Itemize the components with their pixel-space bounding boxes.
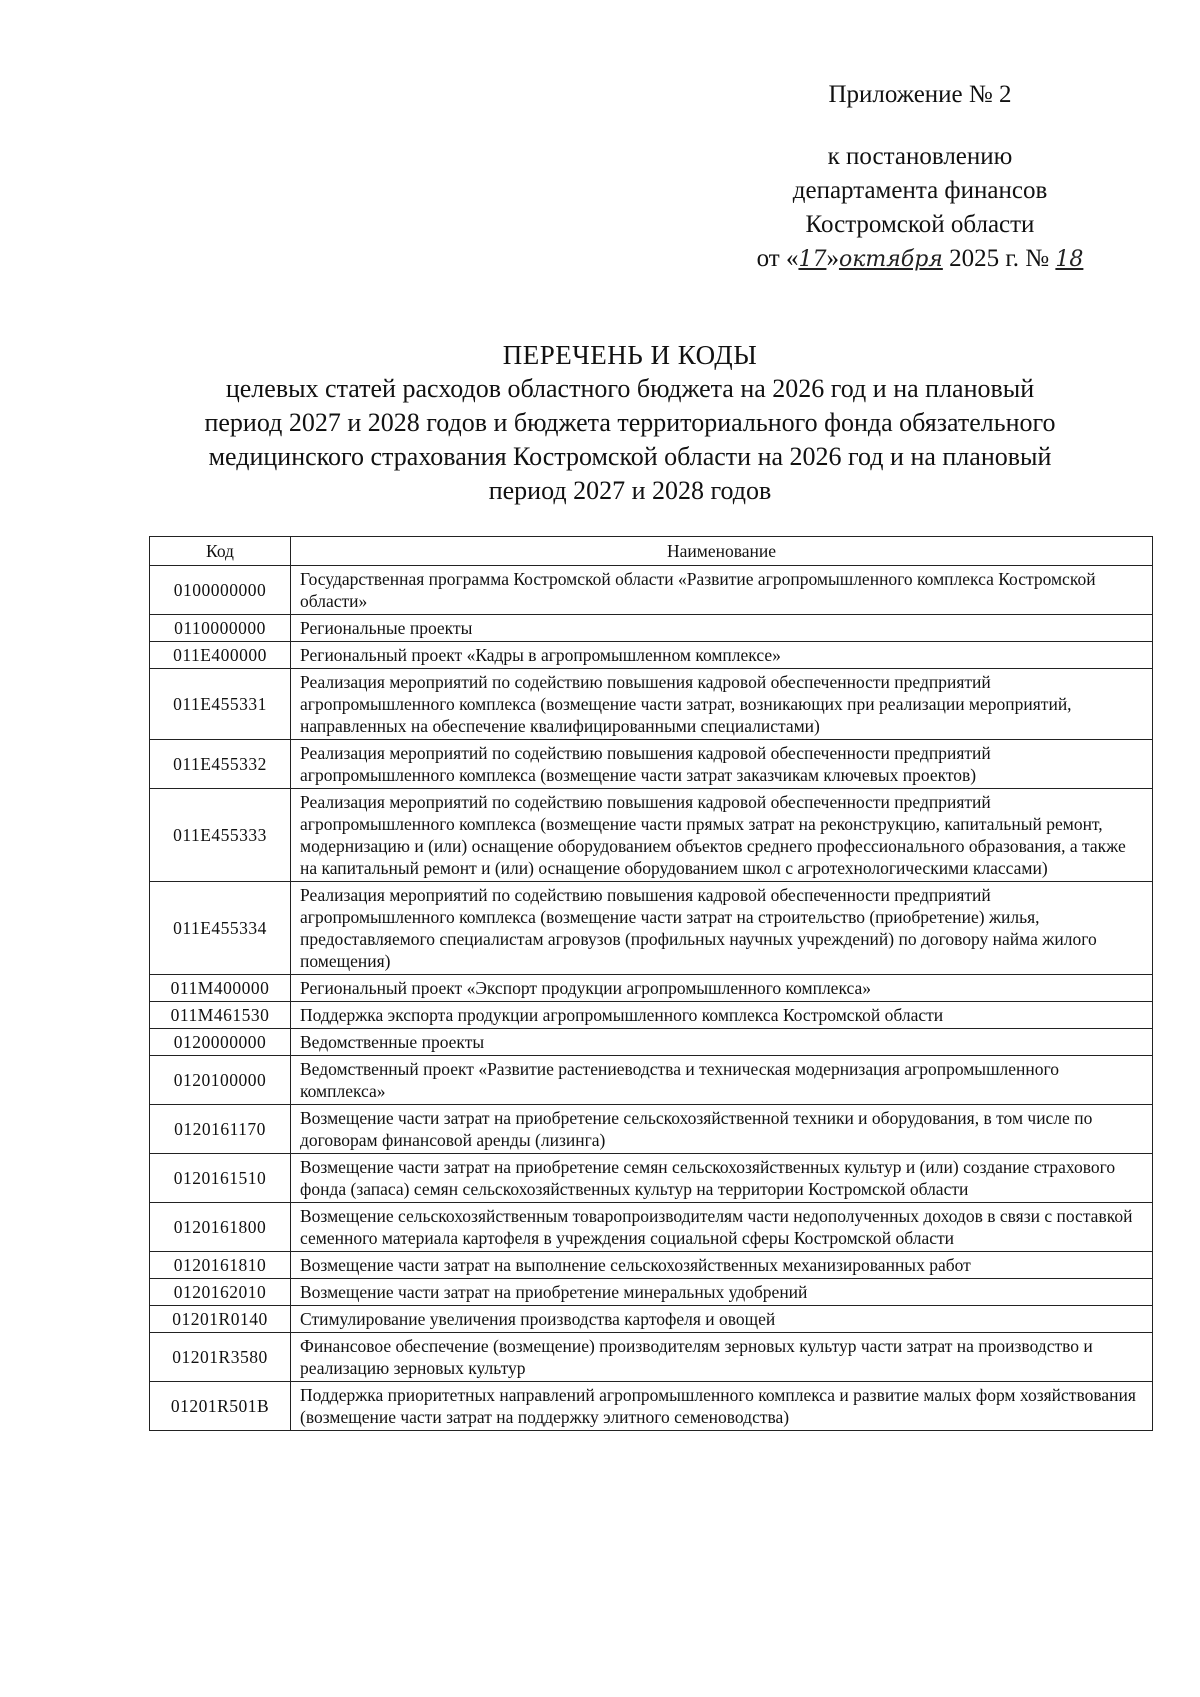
row-name: Реализация мероприятий по содействию повышения кадровой обеспеченности предприятий агропромышленного комплекса (возмещение части затрат заказчикам ключевых проектов)	[291, 740, 1153, 789]
date-year: 2025 г. №	[942, 245, 1056, 272]
appendix-line-1: к постановлению	[827, 143, 1013, 170]
table-row	[150, 1105, 1153, 1154]
table-row	[150, 615, 1153, 642]
row-name: Региональный проект «Кадры в агропромышленном комплексе»	[291, 642, 1153, 669]
row-name: Поддержка экспорта продукции агропромышленного комплекса Костромской области	[291, 1002, 1153, 1029]
date-mid: »	[826, 245, 839, 272]
row-code: 0120161170	[150, 1105, 291, 1154]
table-row	[150, 642, 1153, 669]
table-row	[150, 1382, 1153, 1431]
row-name: Реализация мероприятий по содействию повышения кадровой обеспеченности предприятий агропромышленного комплекса (возмещение части затрат, возникающих при реализации мероприятий, направленных на обеспечение квалифицированными специалистами)	[291, 669, 1153, 740]
handwritten-day: 17	[798, 247, 827, 272]
row-code: 011E455333	[150, 789, 291, 882]
row-code: 0120161510	[150, 1154, 291, 1203]
row-name: Реализация мероприятий по содействию повышения кадровой обеспеченности предприятий агропромышленного комплекса (возмещение части затрат на строительство (приобретение) жилья, предоставляемого специалистам агровузов (профильных научных учреждений) по договору найма жилого помещения)	[291, 882, 1153, 975]
subtitle-line-2: период 2027 и 2028 годов и бюджета территориального фонда обязательного	[204, 408, 1056, 437]
row-name: Возмещение части затрат на приобретение минеральных удобрений	[291, 1279, 1153, 1306]
table-row	[150, 566, 1153, 615]
row-code: 0110000000	[150, 615, 291, 642]
handwritten-number: 18	[1055, 247, 1084, 272]
row-name: Региональные проекты	[291, 615, 1153, 642]
appendix-block	[720, 78, 1120, 277]
appendix-line-3: Костромской области	[805, 211, 1035, 238]
row-name: Стимулирование увеличения производства картофеля и овощей	[291, 1306, 1153, 1333]
row-name: Ведомственные проекты	[291, 1029, 1153, 1056]
codes-table	[149, 536, 1153, 1431]
row-name: Региональный проект «Экспорт продукции агропромышленного комплекса»	[291, 975, 1153, 1002]
table-header-row	[150, 537, 1153, 566]
table-row	[150, 740, 1153, 789]
row-name: Государственная программа Костромской области «Развитие агропромышленного комплекса Костромской области»	[291, 566, 1153, 615]
table-row	[150, 1333, 1153, 1382]
row-code: 011M400000	[150, 975, 291, 1002]
row-code: 011E455334	[150, 882, 291, 975]
table-row	[150, 975, 1153, 1002]
row-code: 01201R3580	[150, 1333, 291, 1382]
row-code: 0120100000	[150, 1056, 291, 1105]
subtitle-line-1: целевых статей расходов областного бюджета на 2026 год и на плановый	[225, 374, 1035, 403]
subtitle-line-4: период 2027 и 2028 годов	[488, 476, 772, 505]
row-code: 0100000000	[150, 566, 291, 615]
appendix-title: Приложение № 2	[828, 81, 1012, 108]
row-code: 0120000000	[150, 1029, 291, 1056]
row-name: Возмещение части затрат на приобретение сельскохозяйственной техники и оборудования, в том числе по договорам финансовой аренды (лизинга)	[291, 1105, 1153, 1154]
row-name: Финансовое обеспечение (возмещение) производителям зерновых культур части затрат на производство и реализацию зерновых культур	[291, 1333, 1153, 1382]
document-title: ПЕРЕЧЕНЬ И КОДЫ	[502, 340, 758, 370]
table-row	[150, 1154, 1153, 1203]
subtitle-line-3: медицинского страхования Костромской области на 2026 год и на плановый	[208, 442, 1052, 471]
table-row	[150, 882, 1153, 975]
row-code: 011M461530	[150, 1002, 291, 1029]
row-code: 011E455332	[150, 740, 291, 789]
row-name: Ведомственный проект «Развитие растениеводства и техническая модернизация агропромышленного комплекса»	[291, 1056, 1153, 1105]
row-code: 011E400000	[150, 642, 291, 669]
table-row	[150, 1029, 1153, 1056]
table-row	[150, 1279, 1153, 1306]
row-code: 0120161810	[150, 1252, 291, 1279]
table-row	[150, 789, 1153, 882]
column-header-name: Наименование	[291, 537, 1153, 566]
table-row	[150, 669, 1153, 740]
row-code: 011E455331	[150, 669, 291, 740]
row-code: 0120161800	[150, 1203, 291, 1252]
column-header-code: Код	[150, 537, 291, 566]
handwritten-month: октября	[838, 247, 943, 272]
document-heading	[150, 338, 1110, 508]
table-row	[150, 1306, 1153, 1333]
row-name: Возмещение части затрат на приобретение семян сельскохозяйственных культур и (или) создание страхового фонда (запаса) семян сельскохозяйственных культур на территории Костромской области	[291, 1154, 1153, 1203]
date-prefix: от «	[756, 245, 799, 272]
row-name: Поддержка приоритетных направлений агропромышленного комплекса и развитие малых форм хозяйствования (возмещение части затрат на поддержку элитного семеноводства)	[291, 1382, 1153, 1431]
table-row	[150, 1203, 1153, 1252]
appendix-date-line	[720, 242, 1120, 277]
table-row	[150, 1002, 1153, 1029]
row-name: Возмещение части затрат на выполнение сельскохозяйственных механизированных работ	[291, 1252, 1153, 1279]
row-name: Возмещение сельскохозяйственным товаропроизводителям части недополученных доходов в связи с поставкой семенного материала картофеля в учреждения социальной сферы Костромской области	[291, 1203, 1153, 1252]
appendix-line-2: департамента финансов	[792, 177, 1048, 204]
row-code: 01201R501B	[150, 1382, 291, 1431]
table-row	[150, 1252, 1153, 1279]
row-code: 01201R0140	[150, 1306, 291, 1333]
row-code: 0120162010	[150, 1279, 291, 1306]
table-row	[150, 1056, 1153, 1105]
row-name: Реализация мероприятий по содействию повышения кадровой обеспеченности предприятий агропромышленного комплекса (возмещение части прямых затрат на реконструкцию, капитальный ремонт, модернизацию и (или) оснащение оборудованием объектов среднего профессионального образования, а также на капитальный ремонт и (или) оснащение оборудованием школ с агротехнологическими классами)	[291, 789, 1153, 882]
